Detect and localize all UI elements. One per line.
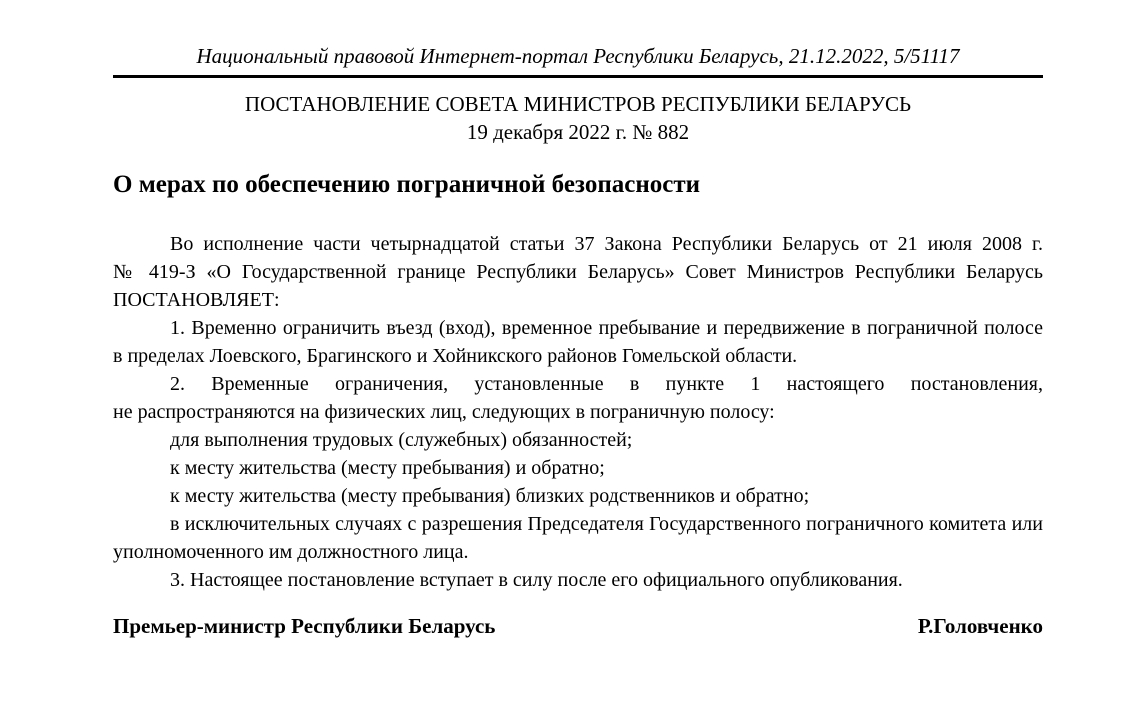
- signature-name: Р.Головченко: [917, 614, 1043, 638]
- paragraph-subitem-work: для выполнения трудовых (служебных) обязанностей;: [170, 429, 633, 451]
- paragraph-item-1: 1. Временно ограничить въезд (вход), временное пребывание и передвижение в пограничной полосе в пределах Лоевского, Брагинского и Хойникского районов Гомельской области.: [113, 317, 1043, 367]
- document-title-line2: 19 декабря 2022 г. № 882: [466, 120, 690, 144]
- header-rule: [113, 75, 1043, 78]
- paragraph-subitem-relatives: к месту жительства (месту пребывания) близких родственников и обратно;: [170, 485, 810, 507]
- paragraph-subitem-exceptional: в исключительных случаях с разрешения Председателя Государственного пограничного комитета или уполномоченного им должностного лица.: [113, 513, 1043, 563]
- signature-block: [113, 612, 1043, 640]
- document-body: [113, 230, 1043, 594]
- paragraph-subitem-residence: к месту жительства (месту пребывания) и обратно;: [170, 457, 605, 479]
- signature-position: Премьер-министр Республики Беларусь: [113, 614, 496, 638]
- masthead-text: Национальный правовой Интернет-портал Республики Беларусь, 21.12.2022, 5/51117: [196, 44, 960, 68]
- paragraph-item-2: 2. Временные ограничения, установленные в пункте 1 настоящего постановления, не распространяются на физических лиц, следующих в пограничную полосу:: [113, 373, 1043, 423]
- document-title-line1: ПОСТАНОВЛЕНИЕ СОВЕТА МИНИСТРОВ РЕСПУБЛИКИ БЕЛАРУСЬ: [244, 92, 912, 116]
- masthead: [113, 42, 1043, 70]
- paragraph-preamble: Во исполнение части четырнадцатой статьи 37 Закона Республики Беларусь от 21 июля 2008 г. № 419-З «О Государственной границе Республики Беларусь» Совет Министров Республики Беларусь ПОСТАНОВЛЯЕТ:: [113, 233, 1043, 311]
- paragraph-item-3: 3. Настоящее постановление вступает в силу после его официального опубликования.: [170, 569, 903, 591]
- subject-heading: О мерах по обеспечению пограничной безопасности: [113, 171, 701, 198]
- document-title: [113, 90, 1043, 146]
